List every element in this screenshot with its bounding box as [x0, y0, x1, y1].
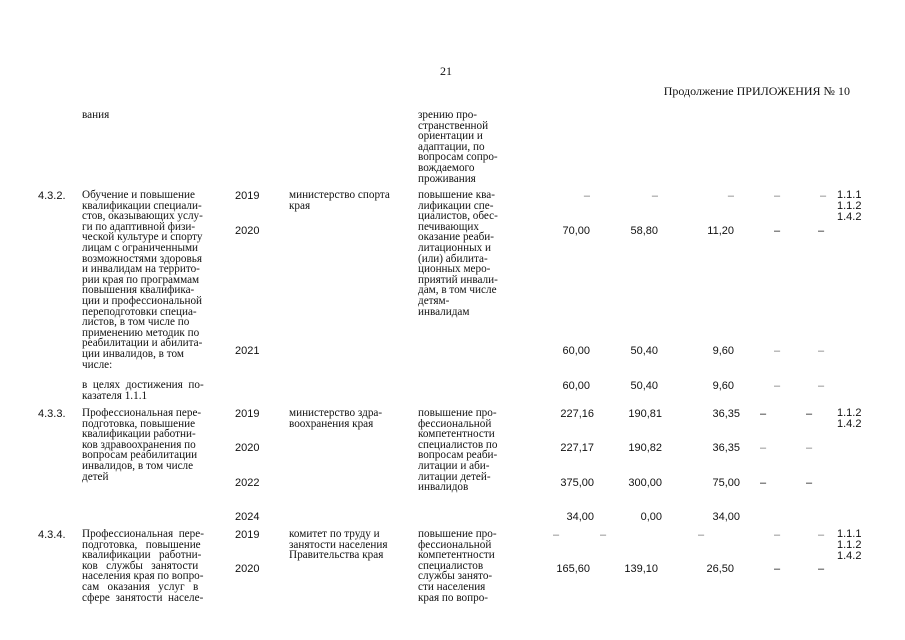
value-1: 190,81 [628, 408, 662, 420]
value-4: – [818, 225, 825, 237]
value-total: 227,16 [560, 408, 594, 420]
value-3: – [774, 190, 781, 202]
row-executor: министерство спорта края [289, 189, 390, 212]
year: 2019 [235, 190, 260, 202]
page-number: 21 [440, 64, 452, 78]
value-total: 60,00 [562, 345, 590, 357]
value-total: – [583, 190, 590, 202]
row-name: Профессиональная пере- подготовка, повышение квалификации работни- ков службы занятости населения края по вопро- сам оказания услуг в сфере занятости населе- [82, 528, 204, 604]
value-total: 227,17 [560, 442, 594, 454]
value-4: – [818, 345, 825, 357]
value-2: 36,35 [712, 442, 740, 454]
year: 2022 [235, 477, 260, 489]
year: 2021 [235, 345, 260, 357]
value-1: 50,40 [630, 345, 658, 357]
carry-result: зрению про- странственной ориентации и адаптации, по вопросам сопро- вождаемого проживания [418, 109, 498, 185]
sub-row-label: в целях достижения по- казателя 1.1.1 [82, 379, 204, 402]
year: 2020 [235, 442, 260, 454]
row-name: Профессиональная пере- подготовка, повышение квалификации работни- ков здравоохранения по вопросам реабилитации инвалидов, в том числе детей [82, 407, 202, 483]
row-result: повышение ква- лификации спе- циалистов, обес- печивающих оказание реаби- литационных и (или) абилита- ционных меро- приятий инвали- дам, в том числе детям- инвалидам [418, 189, 498, 318]
value-total: 165,60 [556, 563, 590, 575]
value-4: – [806, 408, 813, 420]
row-indicators: 1.1.1 1.1.2 1.4.2 [837, 189, 862, 223]
value-2: 26,50 [706, 563, 734, 575]
value-3: – [774, 345, 781, 357]
value-2: – [727, 190, 734, 202]
value-1: 58,80 [630, 225, 658, 237]
sub-value-2: 9,60 [712, 380, 734, 392]
carry-name: вания [82, 109, 110, 121]
sub-value-1: 50,40 [630, 380, 658, 392]
value-1: 139,10 [624, 563, 658, 575]
year: 2019 [235, 408, 260, 420]
row-name: Обучение и повышение квалификации специали- стов, оказывающих услу- ги по адаптивной физи- ческой культуре и спорту лицам с ограниченными возможностями здоровья и инвалидам на террито- рии края по программам повышения квалифика- ции и профессиональной переподготовки специа- листов, в том числе по применению методик по реабилитации и абилита- ции инвалидов, в том числе: [82, 189, 203, 371]
row-code: 4.3.4. [38, 529, 66, 541]
value-2: 75,00 [712, 477, 740, 489]
value-total: 70,00 [562, 225, 590, 237]
year: 2020 [235, 225, 260, 237]
value-1: 190,82 [628, 442, 662, 454]
value-3: – [774, 563, 781, 575]
year: 2020 [235, 563, 260, 575]
value-4: – [818, 563, 825, 575]
row-indicators: 1.1.1 1.1.2 1.4.2 [837, 528, 862, 562]
value-4: – [818, 529, 825, 541]
value-4: – [806, 477, 813, 489]
value-3: – [760, 442, 767, 454]
row-result: повышение про- фессиональной компетентности специалистов по вопросам реаби- литации и аби- литации детей- инвалидов [418, 407, 498, 494]
value-total: – [553, 529, 560, 541]
sub-value-4: – [818, 380, 825, 392]
value-2: 11,20 [707, 225, 734, 237]
value-1: – [600, 529, 607, 541]
value-3: – [774, 529, 781, 541]
value-1: – [651, 190, 658, 202]
row-indicators: 1.1.2 1.4.2 [837, 407, 862, 430]
row-executor: министерство здра- воохранения края [289, 407, 383, 430]
value-2: 36,35 [712, 408, 740, 420]
value-3: – [774, 225, 781, 237]
value-total: 34,00 [566, 511, 594, 523]
sub-value-3: – [774, 380, 781, 392]
value-3: – [760, 477, 767, 489]
year: 2024 [235, 511, 260, 523]
value-2: – [698, 529, 705, 541]
row-code: 4.3.3. [38, 408, 66, 420]
value-total: 375,00 [560, 477, 594, 489]
sub-value-total: 60,00 [562, 380, 590, 392]
appendix-continuation: Продолжение ПРИЛОЖЕНИЯ № 10 [663, 84, 850, 98]
value-3: – [760, 408, 767, 420]
value-2: 34,00 [712, 511, 740, 523]
row-result: повышение про- фессиональной компетентности специалистов службы занято- сти населения края по вопро- [418, 528, 497, 604]
value-1: 300,00 [628, 477, 662, 489]
value-2: 9,60 [712, 345, 734, 357]
value-1: 0,00 [640, 511, 662, 523]
row-code: 4.3.2. [38, 190, 66, 202]
value-4: – [820, 190, 827, 202]
year: 2019 [235, 529, 260, 541]
row-executor: комитет по труду и занятости населения Правительства края [289, 528, 388, 562]
value-4: – [806, 442, 813, 454]
